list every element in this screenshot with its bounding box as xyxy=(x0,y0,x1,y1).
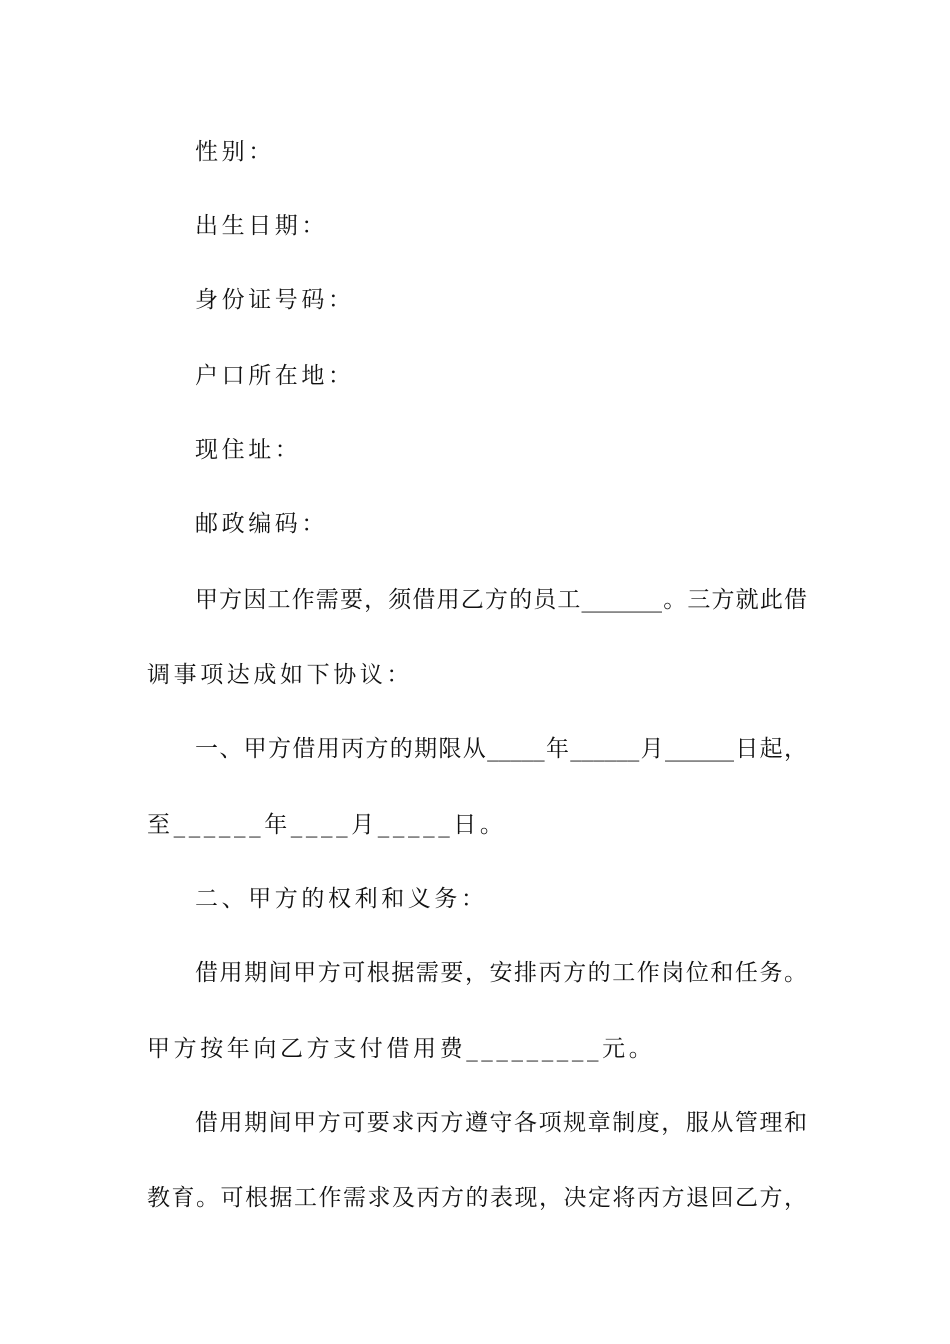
clause-1-line-1: 一、甲方借用丙方的期限从_____年______月______日起， xyxy=(195,736,807,762)
field-id-number: 身份证号码： xyxy=(195,287,355,313)
paragraph-intro-line-1: 甲方因工作需要，须借用乙方的员工_______。三方就此借 xyxy=(195,587,807,613)
field-current-address: 现住址： xyxy=(195,437,302,463)
field-household-registration: 户口所在地： xyxy=(195,363,355,389)
paragraph-intro-line-2: 调事项达成如下协议： xyxy=(147,662,413,688)
field-gender: 性别： xyxy=(195,139,275,165)
field-birth-date: 出生日期： xyxy=(195,213,328,239)
clause-2-heading: 二、甲方的权利和义务： xyxy=(195,886,488,912)
clause-2-para-2-line-2: 教育。可根据工作需求及丙方的表现，决定将丙方退回乙方， xyxy=(147,1185,807,1211)
clause-2-para-1-line-2: 甲方按年向乙方支付借用费_________元。 xyxy=(147,1036,656,1062)
field-postal-code: 邮政编码： xyxy=(195,511,328,537)
clause-2-para-1-line-1: 借用期间甲方可根据需要，安排丙方的工作岗位和任务。 xyxy=(195,960,807,986)
clause-2-para-2-line-1: 借用期间甲方可要求丙方遵守各项规章制度，服从管理和 xyxy=(195,1110,807,1136)
clause-1-line-2: 至______年____月_____日。 xyxy=(147,812,507,838)
